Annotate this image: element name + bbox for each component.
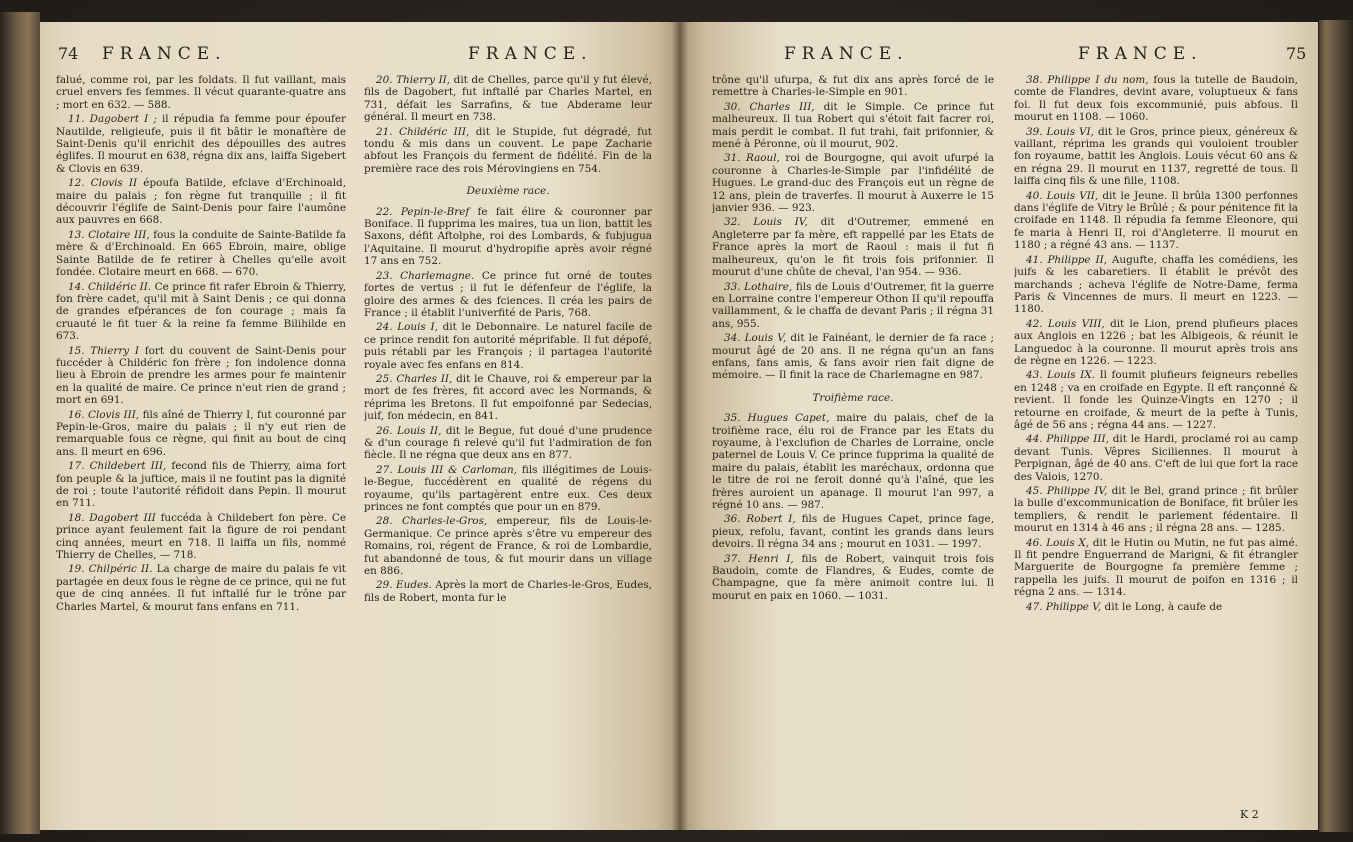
king-name: 20. Thierry II, <box>376 74 451 86</box>
king-entry <box>1014 601 1298 613</box>
king-entry <box>712 412 994 511</box>
king-name: 12. Clovis II <box>68 177 138 190</box>
king-name: 14. Childéric II. <box>68 280 152 293</box>
entry-text: fils illégitimes de Louis-le-Begue, fuccédèrent en qualité de régens du royaume, qu'ils partagèrent entre eux. Ces deux princes ne font comptés que pour un en 879. <box>364 463 652 513</box>
king-entry <box>364 74 652 124</box>
book-gutter <box>672 22 688 830</box>
entry-text: fils aîné de Thierry I, fut couronné par Pepin-le-Gros, maire du palais ; il n'y eut rien de remarquable fous ce règne, qui finit au bout de cinq ans. Il meurt en 696. <box>56 408 346 458</box>
king-entry <box>1014 190 1298 252</box>
entry-text: Il foumit plufieurs feigneurs rebelles en 1248 ; va en croifade en Egypte. Il eft rançonné & revient. Il fonde les Quinze-Vingts en 1270 ; il retourne en croifade, & meurt de la pefte à Tunis, âgé de 56 ans ; régna 44 ans. — 1227. <box>1014 369 1298 431</box>
king-name: 28. Charles-le-Gros, <box>376 515 488 528</box>
king-entry <box>364 126 652 176</box>
entry-text: dit de Chelles, parce qu'il y fut élevé, fils de Dagobert, fut inftallé par Charles Martel, en 731, défait les Sarrafins, & tue Abderame leur général. Il meurt en 738. <box>364 74 652 124</box>
king-entry <box>712 216 994 278</box>
king-name: 23. Charlemagne. <box>376 269 475 282</box>
king-name: 21. Childéric III, <box>376 125 470 138</box>
entry-text: fils de Louis d'Outremer, fit la guerre en Lorraine contre l'empereur Othon II qu'il repouffa vaillamment, & le chaffa de devant Paris ; il régna 31 ans, 955. <box>712 280 994 330</box>
king-entry <box>712 152 994 214</box>
entry-text: dit le Hardi, proclamé roi au camp devant Tunis. Vêpres Siciliennes. Il mourut à Perpignan, âgé de 40 ans. C'eft de lui que fort la race des Valois, 1270. <box>1014 433 1298 483</box>
king-entry <box>364 206 652 268</box>
entry-text: fecond fils de Thierry, aima fort fon peuple & la juftice, mais il ne foutint pas la dignité de roi ; toute l'autorité réfidoit dans Pepin. Il mourut en 711. <box>56 460 346 510</box>
entry-text: falué, comme roi, par les foldats. Il fut vaillant, mais cruel envers fes femmes. Il vécut quarante-quatre ans ; mort en 632. — 588. <box>56 74 346 111</box>
king-entry <box>56 460 346 510</box>
king-entry <box>1014 254 1298 316</box>
entry-text: empereur, fils de Louis-le-Germanique. Ce prince après s'être vu empereur des Romains, roi, régent de France, & roi de Lombardie, fut abandonné de tous, & fut mourir dans un village en 886. <box>364 515 652 578</box>
book-edge-left <box>0 12 40 834</box>
entry-text: dit le Bel, grand prince ; fit brûler la bulle d'excommunication de Boniface, fit brûler les templiers, & rendit le parlement fédentaire. Il mourut en 1314 à 46 ans ; il régna 28 ans. — 1285. <box>1014 485 1298 535</box>
entry-text: dit le Chauve, roi & empereur par la mort de fes frères, fit accord avec les Normands, & réprima les Bretons. Il fut empoifonné par Sedecias, juif, fon médecin, en 841. <box>364 372 652 423</box>
king-name: 36. Robert I, <box>724 513 796 526</box>
king-entry <box>56 229 346 279</box>
king-name: 38. Philippe I du nom, <box>1026 74 1149 86</box>
entry-text: dit le Fainéant, le dernier de fa race ; mourut âgé de 20 ans. Il ne régna qu'un an fans enfans, fans amis, & fans avoir rien fait digne de mémoire. — Il finit la race de Charlemagne en 987. <box>712 332 994 382</box>
right-page <box>680 22 1318 830</box>
entry-text: dit le Stupide, fut dégradé, fut tondu & mis dans un couvent. Le pape Zacharie abfout les François du ferment de fidélité. Fin de la première race des rois Mérovingiens en 754. <box>364 125 652 175</box>
entry-text: roi de Bourgogne, qui avoit ufurpé la couronne à Charles-le-Simple par l'infidélité de Hugues. Le grand-duc des François eut un règne de 12 ans, plein de traverfes. Il mourut à Auxerre le 15 janvier 936. — 923. <box>712 152 994 215</box>
king-name: 33. Lothaire, <box>724 280 793 293</box>
king-name: 47. Philippe V, <box>1026 600 1102 613</box>
king-entry <box>364 321 652 371</box>
king-name: 35. Hugues Capet, <box>724 412 830 425</box>
king-entry <box>364 579 652 604</box>
entry-text: trône qu'il ufurpa, & fut dix ans après forcé de le remettre à Charles-le-Simple en 901. <box>712 74 994 99</box>
entry-text: maire du palais, chef de la troifième race, élu roi de France par les Etats du royaume, à l'exclufion de Charles de Lorraine, oncle paternel de Louis V. Ce prince fupprima la qualité de maire du palais, établit les maréchaux, ordonna que le titre de roi ne feroit donné qu'à l'aîné, que les frères auroient un apanage. Il mourut l'an 997, a régné 10 ans. — 987. <box>712 412 994 511</box>
king-entry <box>1014 126 1298 188</box>
king-name: 17. Childebert III, <box>68 460 167 473</box>
entry-text: fils de Robert, vainquit trois fois Baudoin, comte de Flandres, & Eudes, comte de Champagne, que fa mère animoit contre lui. Il mourut en paix en 1060. — 1031. <box>712 552 994 602</box>
king-name: 18. Dagobert III <box>68 511 156 524</box>
running-header-right-1: FRANCE. <box>784 44 909 64</box>
king-name: 45. Philippe IV, <box>1026 485 1108 497</box>
running-header-right-2: FRANCE. <box>1078 44 1203 64</box>
king-name: 43. Louis IX. <box>1026 369 1095 382</box>
running-header-left-1: FRANCE. <box>102 44 227 64</box>
king-entry <box>56 113 346 175</box>
king-name: 31. Raoul, <box>724 152 780 165</box>
entry-text: dit le Hutin ou Mutin, ne fut pas aimé. Il fit pendre Enguerrand de Marigni, & fit étrangler Marguerite de Bourgogne fa première femme ; rappella les juifs. Il mourut de poifon en 1316 ; il régna 2 ans. — 1314. <box>1014 536 1298 599</box>
king-name: 13. Clotaire III, <box>68 228 150 241</box>
king-name: 11. Dagobert I ; <box>68 113 157 126</box>
king-entry <box>56 512 346 562</box>
king-entry <box>712 332 994 382</box>
king-name: 40. Louis VII, <box>1026 189 1099 202</box>
king-entry <box>1014 369 1298 431</box>
right-page-column-2 <box>1014 74 1298 824</box>
king-name: 22. Pepin-le-Bref <box>376 205 470 218</box>
entry-text: fuccéda à Childebert fon père. Ce prince ayant feulement fait la figure de roi pendant cinq années, meurt en 718. Il laiffa un fils, nommé Thierry de Chelles, — 718. <box>56 511 346 562</box>
entry-text: Ce prince fut orné de toutes fortes de vertus ; il fut le défenfeur de l'églife, la gloire des armes & des fciences. Il créa les pairs de France ; il établit l'univerfité de Paris, 768. <box>364 269 652 319</box>
king-name: 42. Louis VIII, <box>1026 317 1105 330</box>
king-name: 16. Clovis III, <box>68 408 140 421</box>
entry-text: époufa Batilde, efclave d'Erchinoald, maire du palais ; fon règne fut tranquille ; il fit découvrir l'églife de Saint-Denis pour faire l'aumône aux pauvres en 668. <box>56 177 346 227</box>
king-entry <box>1014 74 1298 124</box>
king-name: 29. Eudes. <box>376 579 432 592</box>
king-name: 15. Thierry I <box>68 344 140 357</box>
king-name: 26. Louis II, <box>376 424 442 437</box>
king-entry <box>1014 433 1298 483</box>
king-entry <box>364 270 652 320</box>
king-name: 24. Louis I, <box>376 321 438 334</box>
page-number-left: 74 <box>58 44 79 63</box>
entry-text: Après la mort de Charles-le-Gros, Eudes, fils de Robert, monta fur le <box>364 579 652 604</box>
king-name: 46. Louis X, <box>1026 536 1090 549</box>
king-entry <box>56 345 346 407</box>
entry-text: dit le Gros, prince pieux, généreux & vaillant, réprima les grands qui vouloient troubler fon royaume, battit les Anglois. Louis vécut 60 ans & en régna 29. Il mourut en 1137, regretté de tous. Il laiffa cinq fils & une fille, 1108. <box>1014 125 1298 188</box>
left-page-column-2 <box>364 74 652 824</box>
entry-text: il répudia fa femme pour époufer Nautilde, religieufe, puis il fit bâtir le monaftère de Saint-Denis qu'il enrichit des dépouilles des autres églifes. Il mourut en 638, régna dix ans, laiffa Sigebert & Clovis en 639. <box>56 113 346 175</box>
entry-text: dit le Jeune. Il brûla 1300 perfonnes dans l'églife de Vitry le Brûlé ; & pour pénitence fit la croifade en 1148. Il répudia fa femme Eleonore, qui fe maria à Henri II, roi d'Angleterre. Il mourut en 1180 ; a régné 43 ans. — 1137. <box>1014 189 1298 252</box>
left-page <box>40 22 680 830</box>
king-entry <box>56 563 346 613</box>
section-heading: Deuxième race. <box>466 185 550 198</box>
entry-text: dit le Lion, prend plufieurs places aux Anglois en 1226 ; bat les Albigeois, & réunit le Languedoc à la couronne. Il mourut après trois ans de règne en 1226. — 1223. <box>1014 317 1298 367</box>
running-header-left-2: FRANCE. <box>468 44 593 64</box>
entry-text: dit le Simple. Ce prince fut malheureux. Il tua Robert qui s'étoit fait facrer roi, mais perdit le combat. Il fut trahi, fait prifonnier, & mené à Péronne, où il mourut, 902. <box>712 100 994 151</box>
king-name: 37. Henri I, <box>724 552 794 565</box>
entry-text: Augufte, chaffa les comédiens, les juifs & les cabaretiers. Il établit le prévôt des marchands ; acheva l'églife de Notre-Dame, ferma Paris & Vincennes de murs. Il meurt en 1223. — 1180. <box>1014 253 1298 316</box>
right-page-column-1 <box>712 74 994 824</box>
king-entry <box>1014 485 1298 535</box>
king-name: 41. Philippe II, <box>1026 253 1107 266</box>
king-name: 27. Louis III & Carloman, <box>376 463 517 476</box>
king-name: 25. Charles II, <box>376 372 453 385</box>
book-edge-right <box>1319 20 1353 832</box>
king-entry <box>712 281 994 331</box>
king-name: 30. Charles III, <box>724 100 815 113</box>
entry-text: fous la conduite de Sainte-Batilde fa mère & d'Erchinoald. En 665 Ebroin, maire, oblige Sainte Batilde de fe retirer à Chelles qu'elle avoit fondée. Clotaire meurt en 668. — 670. <box>56 228 346 279</box>
king-entry <box>56 281 346 343</box>
king-entry <box>712 74 994 99</box>
entry-text: Ce prince fit rafer Ebroin & Thierry, fon frère cadet, qu'il mit à Saint Denis ; ce qui donna de grandes efpérances de fon courage ; mais fa cruauté le fit tuer & la reine fa femme Bilihilde en 673. <box>56 280 346 343</box>
king-name: 34. Louis V, <box>724 332 787 345</box>
king-entry <box>364 373 652 423</box>
entry-text: fe fait élire & couronner par Boniface. Il fupprima les maires, tua un lion, battit les Saxons, défit Aftolphe, roi des Lombards, & fubjugua l'Aquitaine. Il mourut d'hydropifie après avoir régné 17 ans en 752. <box>364 205 652 268</box>
king-name: 32. Louis IV, <box>724 216 808 229</box>
entry-text: fort du couvent de Saint-Denis pour fuccéder à Childéric fon frère ; fon indolence donna lieu à Ebroin de prendre les armes pour fe maintenir en la qualité de maire. Ce prince n'eut rien de grand ; mort en 691. <box>56 344 346 407</box>
entry-text: dit d'Outremer, emmené en Angleterre par fa mère, eft rappellé par les Etats de France après la mort de Raoul : mais il fut fi malheureux, qu'on le fit trois fois prifonnier. Il mourut d'une chûte de cheval, l'an 954. — 936. <box>712 216 994 279</box>
section-heading: Troifième race. <box>812 391 894 404</box>
king-entry <box>364 425 652 462</box>
entry-text: dit le Debonnaire. Le naturel facile de ce prince rendit fon autorité méprifable. Il fut dépofé, puis rétabli par les François ; il partagea l'autorité royale avec fes enfans en 814. <box>364 321 652 371</box>
king-entry <box>712 513 994 550</box>
entry-text: fils de Hugues Capet, prince fage, pieux, refolu, favant, contint les grands dans leurs devoirs. Il régna 34 ans ; mourut en 1031. — 1997. <box>712 513 994 551</box>
entry-text: La charge de maire du palais fe vit partagée en deux fous le règne de ce prince, qui ne fut que de cinq années. Il fut inftallé fur le trône par Charles Martel, & mourut fans enfans en 711. <box>56 563 346 613</box>
entry-text: dit le Long, à caufe de <box>1104 600 1223 613</box>
king-entry <box>56 409 346 459</box>
king-name: 39. Louis VI, <box>1026 125 1094 138</box>
entry-text: fous la tutelle de Baudoin, comte de Flandres, devint avare, voluptueux & fans foi. Il fut deux fois excommunié, puis abfous. Il mourut en 1108. — 1060. <box>1014 74 1298 124</box>
king-entry <box>1014 318 1298 368</box>
king-entry <box>56 177 346 227</box>
king-name: 19. Chilpéric II. <box>68 563 153 576</box>
entry-text: dit le Begue, fut doué d'une prudence & d'un courage fi relevé qu'il fut l'admiration de fon fiècle. Il ne régna que deux ans en 877. <box>364 424 652 462</box>
king-entry <box>364 464 652 514</box>
king-entry <box>1014 537 1298 599</box>
page-number-right: 75 <box>1286 44 1307 63</box>
king-name: 44. Philippe III, <box>1026 433 1109 446</box>
king-entry <box>712 101 994 151</box>
king-entry <box>364 515 652 577</box>
left-page-column-1 <box>56 74 346 824</box>
king-entry <box>712 553 994 603</box>
signature-mark: K 2 <box>1240 808 1259 821</box>
king-entry <box>56 74 346 111</box>
